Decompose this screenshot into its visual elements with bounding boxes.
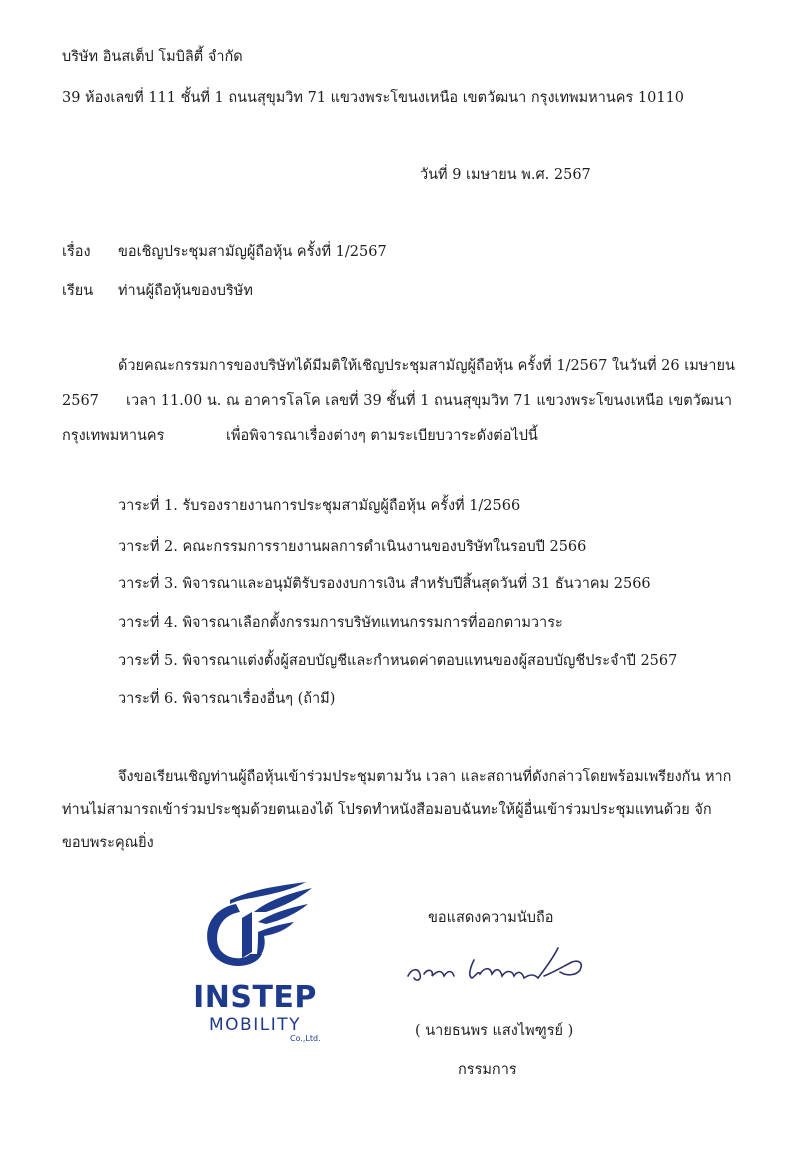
agenda-item: วาระที่ 4. พิจารณาเลือกตั้งกรรมการบริษัทแทนกรรมการที่ออกตามวาระ	[118, 615, 563, 631]
paragraph2-line1: จึงขอเรียนเชิญท่านผู้ถือหุ้นเข้าร่วมประชุมตามวัน เวลา และสถานที่ดังกล่าวโดยพร้อมเพรียงกัน หาก	[118, 769, 732, 785]
agenda-item: วาระที่ 5. พิจารณาแต่งตั้งผู้สอบบัญชีและกำหนดค่าตอบแทนของผู้สอบบัญชีประจำปี 2567	[118, 653, 678, 669]
recipient-text: ท่านผู้ถือหุ้นของบริษัท	[118, 283, 253, 299]
subject-label: เรื่อง	[62, 244, 91, 260]
closing-salutation: ขอแสดงความนับถือ	[428, 910, 554, 926]
paragraph1-line1: ด้วยคณะกรรมการของบริษัทได้มีมติให้เชิญประชุมสามัญผู้ถือหุ้น ครั้งที่ 1/2567 ในวันที่ 26 เมษายน	[118, 358, 735, 374]
logo-word-coltd: Co.,Ltd.	[290, 1034, 321, 1043]
agenda-item: วาระที่ 1. รับรองรายงานการประชุมสามัญผู้ถือหุ้น ครั้งที่ 1/2566	[118, 498, 521, 514]
signer-title: กรรมการ	[458, 1062, 517, 1078]
paragraph2-line3: ขอบพระคุณยิ่ง	[62, 835, 154, 851]
paragraph1-line2-year: 2567	[62, 393, 99, 409]
recipient-label: เรียน	[62, 283, 94, 299]
paragraph1-line2: เวลา 11.00 น. ณ อาคารโลโค เลขที่ 39 ชั้นที่ 1 ถนนสุขุมวิท 71 แขวงพระโขนงเหนือ เขตวัฒนา	[126, 393, 732, 409]
agenda-item: วาระที่ 3. พิจารณาและอนุมัติรับรองงบการเงิน สำหรับปีสิ้นสุดวันที่ 31 ธันวาคม 2566	[118, 576, 651, 592]
signature-stroke-icon	[404, 940, 589, 990]
paragraph1-line3-city: กรุงเทพมหานคร	[62, 428, 165, 444]
letter-date: วันที่ 9 เมษายน พ.ศ. 2567	[420, 167, 591, 183]
logo-word-mobility: MOBILITY	[209, 1015, 301, 1035]
handwritten-signature	[404, 940, 589, 990]
paragraph1-line3: เพื่อพิจารณาเรื่องต่างๆ ตามระเบียบวาระดังต่อไปนี้	[226, 428, 538, 444]
agenda-item: วาระที่ 6. พิจารณาเรื่องอื่นๆ (ถ้ามี)	[118, 691, 336, 707]
subject-text: ขอเชิญประชุมสามัญผู้ถือหุ้น ครั้งที่ 1/2567	[118, 244, 387, 260]
agenda-item: วาระที่ 2. คณะกรรมการรายงานผลการดำเนินงานของบริษัทในรอบปี 2566	[118, 539, 587, 555]
signer-name: ( นายธนพร แสงไพฑูรย์ )	[415, 1023, 574, 1039]
company-name: บริษัท อินสเต็ป โมบิลิตี้ จำกัด	[62, 49, 243, 65]
logo-word-instep: INSTEP	[193, 980, 317, 1015]
company-address: 39 ห้องเลขที่ 111 ชั้นที่ 1 ถนนสุขุมวิท 71 แขวงพระโขนงเหนือ เขตวัฒนา กรุงเทพมหานคร 10110	[62, 90, 685, 106]
logo-mark-icon	[196, 882, 314, 972]
paragraph2-line2: ท่านไม่สามารถเข้าร่วมประชุมด้วยตนเองได้ โปรดทำหนังสือมอบฉันทะให้ผู้อื่นเข้าร่วมประชุมแทนด้วย จัก	[62, 802, 712, 818]
company-logo	[178, 882, 332, 1048]
